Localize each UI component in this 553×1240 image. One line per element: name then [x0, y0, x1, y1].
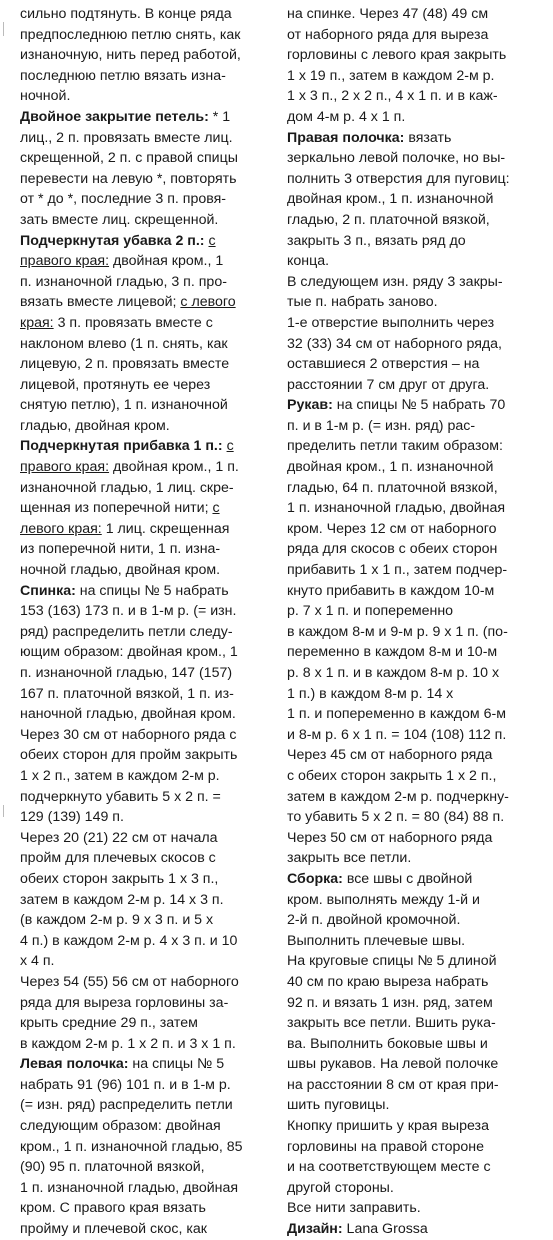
text-segment: 1 х 3 п., 2 х 2 п., 4 х 1 п. и в каж- — [287, 88, 498, 105]
text-line — [287, 1034, 537, 1055]
text-segment: на спицы № 5 — [128, 1056, 225, 1073]
text-line — [20, 828, 265, 849]
underlined-text: края: — [20, 314, 54, 331]
text-segment: сильно подтянуть. В конце ряда — [20, 6, 232, 22]
text-segment: шить пуговицы. — [287, 1097, 390, 1114]
text-segment: ряд) распределить петли следу- — [20, 623, 233, 640]
text-line — [20, 972, 265, 993]
underlined-text: левого края: — [20, 520, 102, 537]
text-segment: горловины с левого края закрыть — [287, 47, 507, 64]
text-line — [287, 1095, 537, 1116]
text-segment: двойная кром., 1 п. — [109, 459, 239, 476]
text-segment: 40 см по краю выреза набрать — [287, 973, 489, 990]
text-segment: Lana Grossa — [342, 1221, 428, 1238]
text-line — [287, 1219, 537, 1240]
text-segment: подчеркнуто убавить 5 х 2 п. = — [20, 788, 221, 805]
text-segment: вязать — [404, 129, 452, 146]
text-segment: зеркально левой полочке, но вы- — [287, 150, 506, 167]
text-segment: обеих сторон закрыть 1 х 3 п., — [20, 870, 219, 887]
text-line — [20, 292, 265, 313]
section-heading: Левая полочка: — [20, 1056, 129, 1073]
text-segment: и на соответствующем месте с — [287, 1159, 491, 1176]
text-line — [20, 1034, 265, 1055]
text-segment: 32 (33) 34 см от наборного ряда, — [287, 335, 503, 352]
margin-mark-bottom — [3, 805, 7, 817]
text-segment: горловины на правой стороне — [287, 1138, 485, 1155]
text-line — [20, 519, 265, 540]
text-line — [20, 66, 265, 87]
text-line — [20, 601, 265, 622]
text-line — [287, 354, 537, 375]
text-line — [20, 869, 265, 890]
text-line — [20, 354, 265, 375]
text-segment: дом 4-м р. 4 х 1 п. — [287, 108, 406, 125]
text-line — [287, 313, 537, 334]
text-segment: 1-е отверстие выполнить через — [287, 314, 495, 331]
text-segment: 1 х 2 п., затем в каждом 2-м р. — [20, 767, 220, 784]
text-segment: В следующем изн. ряду 3 закры- — [287, 273, 503, 290]
text-segment: обеих сторон для пройм закрыть — [20, 747, 238, 764]
text-line — [20, 86, 265, 107]
text-line — [20, 931, 265, 952]
text-segment: ряда для выреза горловины за- — [20, 994, 229, 1011]
text-line — [287, 272, 537, 293]
text-line — [287, 478, 537, 499]
text-segment: из поперечной нити, 1 п. изна- — [20, 541, 221, 558]
text-segment: лицевой, протянуть ее через — [20, 376, 211, 393]
text-segment: наклоном влево (1 п. снять, как — [20, 335, 228, 352]
text-line — [287, 972, 537, 993]
text-line — [287, 601, 537, 622]
text-line — [287, 1178, 537, 1199]
text-segment: п. изнаночной гладью, 3 п. про- — [20, 273, 227, 290]
text-segment: конца. — [287, 253, 330, 270]
text-line — [20, 395, 265, 416]
text-line — [20, 951, 265, 972]
section-heading: Рукав: — [287, 397, 333, 414]
text-line — [20, 251, 265, 272]
text-segment: лиц., 2 п. провязать вместе лиц. — [20, 129, 233, 146]
text-line — [20, 272, 265, 293]
text-segment: все швы с двойной — [342, 870, 473, 887]
text-segment: Через 50 см от наборного ряда — [287, 829, 493, 846]
text-line — [20, 4, 265, 25]
text-segment: последнюю петлю вязать изна- — [20, 67, 226, 84]
text-line — [287, 931, 537, 952]
text-segment: тые п. набрать заново. — [287, 294, 438, 311]
text-segment: лицевую, 2 п. провязать вместе — [20, 356, 230, 373]
text-segment: 153 (163) 173 п. и в 1-м р. (= изн. — [20, 603, 237, 620]
text-line — [287, 251, 537, 272]
text-line — [20, 457, 265, 478]
text-line — [287, 210, 537, 231]
text-segment: 2-й п. двойной кромочной. — [287, 912, 461, 929]
text-line — [20, 1219, 265, 1240]
text-line — [287, 787, 537, 808]
text-segment: ва. Выполнить боковые швы и — [287, 1035, 488, 1052]
text-line — [287, 25, 537, 46]
text-line — [287, 663, 537, 684]
underlined-text: правого края: — [20, 253, 110, 270]
text-segment: пределить петли таким образом: — [287, 438, 503, 455]
text-line — [20, 1095, 265, 1116]
text-line — [287, 148, 537, 169]
text-segment: на спицы № 5 набрать 70 — [332, 397, 506, 414]
text-segment: затем в каждом 2-м р. подчеркну- — [287, 788, 509, 805]
text-segment: изнаночной гладью, 1 лиц. скре- — [20, 479, 234, 496]
text-line — [287, 498, 537, 519]
text-segment: двойная кром., 1 п. изнаночной — [287, 191, 494, 208]
text-segment: ночной гладью, двойная кром. — [20, 562, 221, 579]
text-line — [20, 1054, 265, 1075]
text-line — [287, 951, 537, 972]
text-line — [287, 189, 537, 210]
text-segment: ночной. — [20, 88, 71, 105]
text-segment: зать вместе лиц. скрещенной. — [20, 211, 219, 228]
text-line — [20, 539, 265, 560]
text-line — [287, 993, 537, 1014]
text-line — [287, 4, 537, 25]
text-segment: и 8-м р. 6 х 1 п. = 104 (108) 112 п. — [287, 726, 507, 743]
text-line — [287, 1054, 537, 1075]
text-line — [287, 910, 537, 931]
underlined-text: с — [208, 232, 216, 249]
text-segment: 92 п. и вязать 1 изн. ряд, затем — [287, 994, 493, 1011]
section-heading: Спинка: — [20, 582, 76, 599]
text-segment: предпоследнюю петлю снять, как — [20, 26, 241, 43]
text-line — [20, 848, 265, 869]
text-line — [20, 807, 265, 828]
text-line — [20, 25, 265, 46]
left-text-column — [20, 4, 265, 1240]
text-line — [287, 66, 537, 87]
text-segment: 1 п. и попеременно в каждом 6-м — [287, 706, 506, 723]
text-segment: 167 п. платочной вязкой, 1 п. из- — [20, 685, 234, 702]
text-line — [287, 1075, 537, 1096]
text-line — [20, 334, 265, 355]
text-segment: кром. С правого края вязать — [20, 1200, 206, 1217]
text-line — [287, 622, 537, 643]
text-segment: на спицы № 5 набрать — [75, 582, 229, 599]
text-line — [20, 45, 265, 66]
text-segment: переменно в каждом 8-м и 10-м — [287, 644, 498, 661]
text-segment: кром. выполнять между 1-й и — [287, 891, 480, 908]
text-segment: закрыть все петли. Вшить рука- — [287, 1015, 496, 1032]
text-segment: (= изн. ряд) распределить петли — [20, 1097, 233, 1114]
text-line — [287, 807, 537, 828]
text-line — [287, 1198, 537, 1219]
text-line — [20, 478, 265, 499]
text-segment: перевести на левую *, повторять — [20, 170, 237, 187]
text-line — [287, 745, 537, 766]
text-segment: 1 п. изнаночной гладью, двойная — [287, 500, 506, 517]
underlined-text: правого края: — [20, 459, 110, 476]
text-line — [20, 1157, 265, 1178]
underlined-text: с левого — [180, 294, 236, 311]
text-line — [20, 128, 265, 149]
text-segment: набрать 91 (96) 101 п. и в 1-м р. — [20, 1076, 231, 1093]
text-segment: то убавить 5 х 2 п. = 80 (84) 88 п. — [287, 809, 505, 826]
text-segment: швы рукавов. На левой полочке — [287, 1056, 499, 1073]
text-segment: другой стороны. — [287, 1179, 394, 1196]
text-segment: закрыть все петли. — [287, 850, 412, 867]
text-line — [20, 704, 265, 725]
text-line — [287, 581, 537, 602]
text-line — [287, 416, 537, 437]
text-segment: двойная кром., 1 п. изнаночной — [287, 459, 494, 476]
section-heading: Правая полочка: — [287, 129, 405, 146]
underlined-text: с — [212, 500, 220, 517]
text-line — [287, 725, 537, 746]
text-segment: на спинке. Через 47 (48) 49 см — [287, 6, 489, 22]
text-segment: наночной гладью, двойная кром. — [20, 706, 236, 723]
section-heading: Сборка: — [287, 870, 343, 887]
text-segment: крыть средние 29 п., затем — [20, 1015, 198, 1032]
text-line — [287, 128, 537, 149]
text-segment: расстоянии 7 см друг от друга. — [287, 376, 490, 393]
margin-mark-top — [3, 22, 7, 36]
text-line — [20, 231, 265, 252]
text-segment: х 4 п. — [20, 953, 55, 970]
text-segment: кнуто прибавить в каждом 10-м — [287, 582, 495, 599]
text-line — [20, 560, 265, 581]
text-line — [287, 560, 537, 581]
text-segment: 4 п.) в каждом 2-м р. 4 х 3 п. и 10 — [20, 932, 238, 949]
text-segment: затем в каждом 2-м р. 14 х 3 п. — [20, 891, 224, 908]
text-line — [20, 1013, 265, 1034]
text-line — [287, 519, 537, 540]
text-line — [287, 539, 537, 560]
text-segment: * 1 — [208, 108, 231, 125]
text-line — [20, 375, 265, 396]
text-line — [20, 1137, 265, 1158]
text-line — [287, 436, 537, 457]
section-heading: Подчеркнутая убавка 2 п.: — [20, 232, 205, 249]
text-line — [20, 148, 265, 169]
text-segment: Через 30 см от наборного ряда с — [20, 726, 237, 743]
text-segment: 1 лиц. скрещенная — [101, 520, 230, 537]
text-segment: п. изнаночной гладью, 147 (157) — [20, 665, 233, 681]
text-line — [20, 169, 265, 190]
text-line — [287, 86, 537, 107]
text-line — [20, 498, 265, 519]
text-line — [20, 436, 265, 457]
text-segment: гладью, 2 п. платочной вязкой, — [287, 211, 490, 228]
section-heading: Подчеркнутая прибавка 1 п.: — [20, 438, 223, 455]
text-line — [287, 890, 537, 911]
text-segment: Через 45 см от наборного ряда — [287, 747, 493, 764]
text-segment: кром. Через 12 см от наборного — [287, 520, 497, 537]
text-line — [20, 1198, 265, 1219]
text-line — [20, 313, 265, 334]
text-line — [20, 189, 265, 210]
text-segment: на расстоянии 8 см от края при- — [287, 1076, 499, 1093]
text-segment: 129 (139) 149 п. — [20, 809, 124, 826]
text-segment: в каждом 2-м р. 1 х 2 п. и 3 х 1 п. — [20, 1035, 236, 1052]
text-line — [287, 642, 537, 663]
text-segment: Выполнить плечевые швы. — [287, 932, 466, 949]
text-line — [20, 1075, 265, 1096]
text-line — [20, 766, 265, 787]
text-line — [287, 1137, 537, 1158]
text-segment: снятую петлю), 1 п. изнаночной — [20, 397, 228, 414]
text-line — [20, 107, 265, 128]
text-line — [287, 292, 537, 313]
text-line — [20, 1116, 265, 1137]
text-line — [287, 704, 537, 725]
text-segment: Кнопку пришить у края выреза — [287, 1118, 489, 1135]
text-segment: кром., 1 п. изнаночной гладью, 85 — [20, 1138, 243, 1155]
section-heading: Дизайн: — [287, 1221, 343, 1238]
text-line — [20, 622, 265, 643]
text-segment: 1 п.) в каждом 8-м р. 14 х — [287, 685, 454, 702]
text-segment: Через 20 (21) 22 см от начала — [20, 829, 218, 846]
text-line — [20, 1178, 265, 1199]
text-segment: от * до *, последние 3 п. провя- — [20, 191, 227, 208]
text-segment: пройму и плечевой скос, как — [20, 1221, 207, 1238]
text-segment: 1 п. изнаночной гладью, двойная — [20, 1179, 239, 1196]
text-line — [20, 787, 265, 808]
text-segment: пройм для плечевых скосов с — [20, 850, 216, 867]
text-line — [20, 993, 265, 1014]
text-segment: следующим образом: двойная — [20, 1118, 221, 1135]
text-segment: 3 п. провязать вместе с — [53, 314, 213, 331]
text-line — [287, 869, 537, 890]
text-segment: двойная кром., 1 — [109, 253, 224, 270]
underlined-text: с — [226, 438, 234, 455]
text-segment: п. и в 1-м р. (= изн. ряд) рас- — [287, 417, 476, 434]
text-segment: в каждом 8-м и 9-м р. 9 х 1 п. (по- — [287, 623, 508, 640]
text-line — [287, 457, 537, 478]
text-segment: р. 7 х 1 п. и попеременно — [287, 603, 454, 620]
text-line — [287, 375, 537, 396]
text-segment: 1 х 19 п., затем в каждом 2-м р. — [287, 67, 495, 84]
text-segment: полнить 3 отверстия для пуговиц: — [287, 170, 510, 187]
text-line — [287, 1157, 537, 1178]
text-line — [20, 663, 265, 684]
text-line — [20, 642, 265, 663]
text-line — [20, 890, 265, 911]
text-line — [287, 231, 537, 252]
text-line — [287, 828, 537, 849]
text-segment: с обеих сторон закрыть 1 х 2 п., — [287, 767, 497, 784]
text-segment: щенная из поперечной нити; — [20, 500, 213, 517]
text-line — [287, 45, 537, 66]
text-line — [287, 334, 537, 355]
right-text-column — [287, 4, 537, 1240]
text-line — [20, 684, 265, 705]
section-heading: Двойное закрытие петель: — [20, 108, 209, 125]
text-line — [287, 1116, 537, 1137]
text-segment: Через 54 (55) 56 см от наборного — [20, 973, 239, 990]
text-line — [287, 684, 537, 705]
text-segment: изнаночную, нить перед работой, — [20, 47, 241, 64]
text-line — [287, 766, 537, 787]
text-segment: (в каждом 2-м р. 9 х 3 п. и 5 х — [20, 912, 214, 929]
text-segment: ющим образом: двойная кром., 1 — [20, 644, 238, 661]
text-segment: скрещенной, 2 п. с правой спицы — [20, 150, 238, 167]
text-line — [287, 848, 537, 869]
text-segment: оставшиеся 2 отверстия – на — [287, 356, 480, 373]
text-line — [287, 1013, 537, 1034]
text-segment: р. 8 х 1 п. и в каждом 8-м р. 10 х — [287, 665, 500, 681]
text-segment: (90) 95 п. платочной вязкой, — [20, 1159, 205, 1176]
text-segment: от наборного ряда для выреза — [287, 26, 489, 43]
text-segment: гладью, двойная кром. — [20, 417, 170, 434]
text-line — [20, 725, 265, 746]
text-line — [20, 910, 265, 931]
text-line — [20, 210, 265, 231]
text-segment: ряда для скосов с обеих сторон — [287, 541, 498, 558]
text-segment: гладью, 64 п. платочной вязкой, — [287, 479, 498, 496]
text-segment: На круговые спицы № 5 длиной — [287, 953, 497, 970]
text-line — [287, 107, 537, 128]
text-line — [287, 169, 537, 190]
text-line — [20, 416, 265, 437]
text-segment: прибавить 1 х 1 п., затем подчер- — [287, 562, 508, 579]
text-segment: вязать вместе лицевой; — [20, 294, 181, 311]
text-line — [20, 745, 265, 766]
text-segment: Все нити заправить. — [287, 1200, 421, 1217]
text-line — [20, 581, 265, 602]
text-segment: закрыть 3 п., вязать ряд до — [287, 232, 466, 249]
text-line — [287, 395, 537, 416]
